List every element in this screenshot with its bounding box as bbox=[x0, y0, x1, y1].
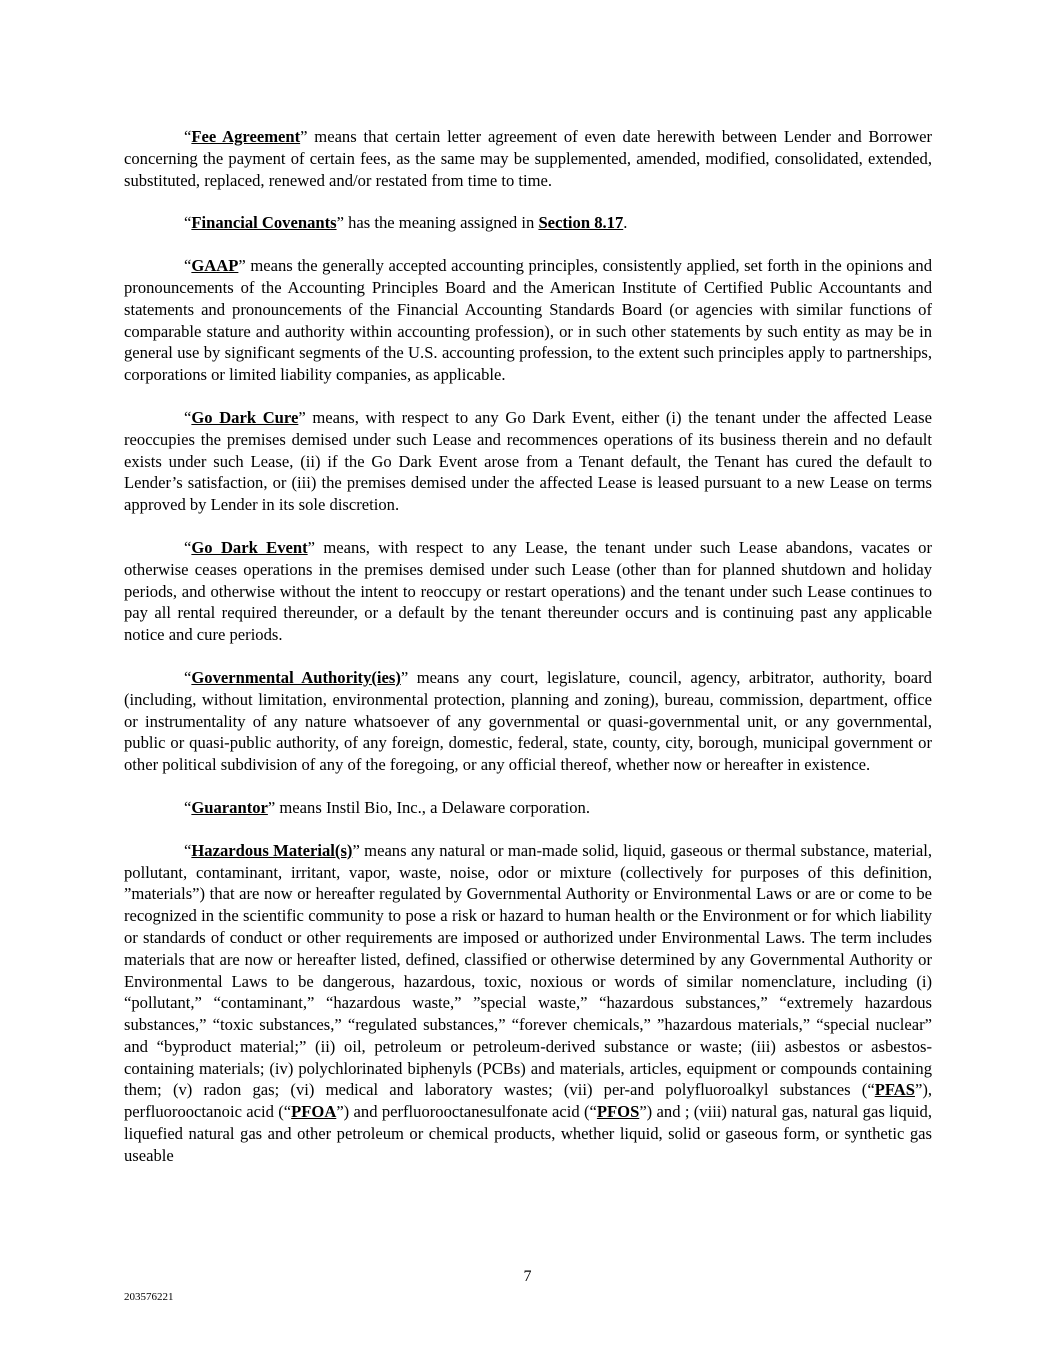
definition-text: ” has the meaning assigned in bbox=[336, 213, 539, 233]
page-body bbox=[124, 126, 932, 1188]
definition-financial-covenants: “Financial Covenants” has the meaning assigned in Section 8.17. bbox=[184, 213, 628, 233]
definition-governmental-authority: “Governmental Authority(ies)” means any court, legislature, council, agency, arbitrator, authority, board (including, without limitation, environmental protection, planning and zoning), bureau, commission, department, office or instrumentality of any nature whatsoever of any governmental or quasi-governmental unit, or any governmental, public or quasi-public authority, of any foreign, domestic, federal, state, county, city, borough, municipal government or other political subdivision of any of the foregoing, or any official thereof, whether now or hereafter in existence. bbox=[124, 667, 932, 775]
page-number: 7 bbox=[523, 1268, 532, 1285]
definition-text: ” means, with respect to any Lease, the tenant under such Lease abandons, vacates or otherwise ceases operations in the premises demised under such Lease (other than for planned shutdown and holiday periods, and otherwise without the intent to reoccupy or restart operations) and the tenant under such Lease continues to pay all rental required thereunder, or a default by the tenant thereunder occurs and is continuing past any applicable notice and cure periods. bbox=[124, 537, 932, 645]
definition-go-dark-cure: “Go Dark Cure” means, with respect to any Go Dark Event, either (i) the tenant under the affected Lease reoccupies the premises demised under such Lease and recommences operations of its business therein and no default exists under such Lease, (ii) if the Go Dark Event arose from a Tenant default, the Tenant has cured the default to Lender’s satisfaction, or (iii) the premises demised under the affected Lease is leased pursuant to a new Lease on terms approved by Lender in its sole discretion. bbox=[124, 407, 932, 515]
defined-term: Hazardous Material(s) bbox=[191, 840, 353, 860]
definition-text: ” means, with respect to any Go Dark Event, either (i) the tenant under the affected Lease reoccupies the premises demised under such Lease and recommences operations of its business therein and no default exists under such Lease, (ii) if the Go Dark Event arose from a Tenant default, the Tenant has cured the default to Lender’s satisfaction, or (iii) the premises demised under the affected Lease is leased pursuant to a new Lease on terms approved by Lender in its sole discretion. bbox=[124, 407, 932, 515]
definition-text: ” means any court, legislature, council, agency, arbitrator, authority, board (including, without limitation, environmental protection, planning and zoning), bureau, commission, department, office or instrumentality of any nature whatsoever of any governmental or quasi-governmental unit, or any governmental, public or quasi-public authority, of any foreign, domestic, federal, state, county, city, borough, municipal government or other political subdivision of any of the foregoing, or any official thereof, whether now or hereafter in existence. bbox=[124, 667, 932, 775]
defined-term-pfas: PFAS bbox=[874, 1080, 915, 1100]
definition-text: ”), perfluorooctanoic acid (“ bbox=[124, 1080, 932, 1122]
definition-text: ” means the generally accepted accounting principles, consistently applied, set forth in the opinions and pronouncements of the Accounting Principles Board and the American Institute of Certified Public Accountants and statements and pronouncements of the Financial Accounting Standards Board (or agencies with similar functions of comparable stature and authority within accounting profession), or in such other statements by such entity as may be in general use by significant segments of the U.S. accounting profession, to the extent such principles apply to partnerships, corporations or limited liability companies, as applicable. bbox=[124, 256, 932, 385]
defined-term: Go Dark Event bbox=[191, 537, 308, 557]
section-reference: Section 8.17 bbox=[538, 213, 624, 233]
defined-term-pfos: PFOS bbox=[596, 1102, 640, 1122]
defined-term: GAAP bbox=[191, 256, 239, 276]
definition-hazardous-materials: “Hazardous Material(s)” means any natural or man-made solid, liquid, gaseous or thermal substance, material, pollutant, contaminant, irritant, vapor, waste, noise, odor or mixture (collectively for purposes of this definition, ”materials”) that are now or hereafter regulated by Governmental Authority or Environmental Laws or are or come to be recognized in the scientific community to pose a risk or hazard to human health or the Environment or for which liability or standards of conduct or other requirements are imposed or authorized under Environmental Laws. The term includes materials that are now or hereafter listed, defined, classified or otherwise determined by any Governmental Authority or Environmental Laws to be dangerous, hazardous, toxic, noxious or words of similar nomenclature, including (i) “pollutant,” “contaminant,” “hazardous waste,” ”special waste,” “hazardous substances,” “extremely hazardous substances,” “toxic substances,” “regulated substances,” “forever chemicals,” ”hazardous materials,” “special nuclear” and “byproduct material;” (ii) oil, petroleum or petroleum-derived substance or waste; (iii) asbestos or asbestos-containing materials; (iv) polychlorinated biphenyls (PCBs) and materials, articles, equipment or compounds containing them; (v) radon gas; (vi) medical and laboratory wastes; (vii) per-and polyfluoroalkyl substances (“PFAS”), perfluorooctanoic acid (“PFOA”) and perfluorooctanesulfonate acid (“PFOS”) and ; (viii) natural gas, natural gas liquid, liquefied natural gas and other petroleum or chemical products, whether liquid, solid or gaseous form, or synthetic gas useable bbox=[124, 840, 932, 1165]
defined-term: Guarantor bbox=[191, 797, 268, 817]
definition-fee-agreement: “Fee Agreement” means that certain letter agreement of even date herewith between Lender and Borrower concerning the payment of certain fees, as the same may be supplemented, amended, modified, consolidated, extended, substituted, replaced, renewed and/or restated from time to time. bbox=[124, 127, 932, 190]
definition-text: ”) and ; (viii) natural gas, natural gas liquid, liquefied natural gas and other petroleum or chemical products, whether liquid, solid or gaseous form, or synthetic gas useable bbox=[124, 1102, 932, 1165]
definition-text: ” means any natural or man-made solid, liquid, gaseous or thermal substance, material, pollutant, contaminant, irritant, vapor, waste, noise, odor or mixture (collectively for purposes of this definition, ”materials”) that are now or hereafter regulated by Governmental Authority or Environmental Laws or are or come to be recognized in the scientific community to pose a risk or hazard to human health or the Environment or for which liability or standards of conduct or other requirements are imposed or authorized under Environmental Laws. The term includes materials that are now or hereafter listed, defined, classified or otherwise determined by any Governmental Authority or Environmental Laws to be dangerous, hazardous, toxic, noxious or words of similar nomenclature, including (i) “pollutant,” “contaminant,” “hazardous waste,” ”special waste,” “hazardous substances,” “extremely hazardous substances,” “toxic substances,” “regulated substances,” “forever chemicals,” ”hazardous materials,” “special nuclear” and “byproduct material;” (ii) oil, petroleum or petroleum-derived substance or waste; (iii) asbestos or asbestos-containing materials; (iv) polychlorinated biphenyls (PCBs) and materials, articles, equipment or compounds containing them; (v) radon gas; (vi) medical and laboratory wastes; (vii) per-and polyfluoroalkyl substances (“ bbox=[124, 840, 932, 1100]
definition-gaap: “GAAP” means the generally accepted accounting principles, consistently applied, set forth in the opinions and pronouncements of the Accounting Principles Board and the American Institute of Certified Public Accountants and statements and pronouncements of the Financial Accounting Standards Board (or agencies with similar functions of comparable stature and authority within accounting profession), or in such other statements by such entity as may be in general use by significant segments of the U.S. accounting profession, to the extent such principles apply to partnerships, corporations or limited liability companies, as applicable. bbox=[124, 256, 932, 385]
definition-text: ” means that certain letter agreement of even date herewith between Lender and Borrower concerning the payment of certain fees, as the same may be supplemented, amended, modified, consolidated, extended, substituted, replaced, renewed and/or restated from time to time. bbox=[124, 127, 932, 190]
definition-text: ” means Instil Bio, Inc., a Delaware corporation. bbox=[267, 797, 590, 817]
defined-term: Financial Covenants bbox=[191, 213, 337, 233]
defined-term: Fee Agreement bbox=[191, 127, 301, 146]
document-id: 203576221 bbox=[124, 1291, 174, 1303]
definition-guarantor: “Guarantor” means Instil Bio, Inc., a Delaware corporation. bbox=[184, 797, 590, 817]
definition-text: ”) and perfluorooctanesulfonate acid (“ bbox=[336, 1102, 597, 1122]
defined-term: Go Dark Cure bbox=[191, 407, 299, 427]
defined-term-pfoa: PFOA bbox=[291, 1102, 337, 1122]
defined-term: Governmental Authority(ies) bbox=[191, 667, 401, 687]
definition-go-dark-event: “Go Dark Event” means, with respect to any Lease, the tenant under such Lease abandons, vacates or otherwise ceases operations in the premises demised under such Lease (other than for planned shutdown and holiday periods, and otherwise without the intent to reoccupy or restart operations) and the tenant under such Lease continues to pay all rental required thereunder, or a default by the tenant thereunder occurs and is continuing past any applicable notice and cure periods. bbox=[124, 537, 932, 645]
definition-text: . bbox=[623, 213, 628, 233]
